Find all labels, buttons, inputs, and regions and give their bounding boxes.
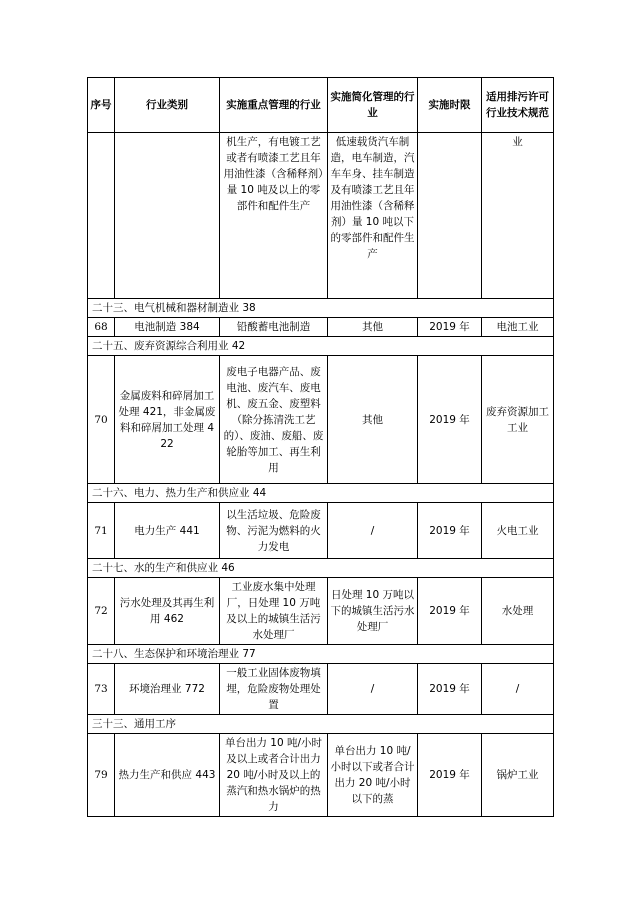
- cell-simple: 日处理 10 万吨以下的城镇生活污水处理厂: [328, 578, 418, 645]
- header-industry: 行业类别: [115, 78, 220, 133]
- cell-industry: 污水处理及其再生利用 462: [115, 578, 220, 645]
- cell-no: 71: [88, 503, 115, 559]
- header-time-limit: 实施时限: [418, 78, 482, 133]
- cell-time: 2019 年: [418, 318, 482, 337]
- table-row: [88, 734, 554, 817]
- cell-no: 72: [88, 578, 115, 645]
- category-row: 三十三、通用工序: [88, 715, 554, 734]
- header-tech-spec: 适用排污许可行业技术规范: [482, 78, 554, 133]
- category-row: 二十七、水的生产和供应业 46: [88, 559, 554, 578]
- cell-spec: 水处理: [482, 578, 554, 645]
- cell-spec: 锅炉工业: [482, 734, 554, 817]
- cell-spec: 火电工业: [482, 503, 554, 559]
- table-row: [88, 133, 554, 299]
- cell-simple: /: [328, 503, 418, 559]
- table-row: [88, 664, 554, 715]
- cell-industry: 电力生产 441: [115, 503, 220, 559]
- cell-key: 以生活垃圾、危险废物、污泥为燃料的火力发电: [220, 503, 328, 559]
- table-row: [88, 503, 554, 559]
- cell-simple: 其他: [328, 318, 418, 337]
- cell-time: 2019 年: [418, 664, 482, 715]
- cell-time: 2019 年: [418, 503, 482, 559]
- category-row: 二十八、生态保护和环境治理业 77: [88, 645, 554, 664]
- cell-spec: 业: [482, 133, 554, 299]
- cell-key: 机生产，有电镀工艺或者有喷漆工艺且年用油性漆（含稀释剂）量 10 吨及以上的零部件和配件生产: [220, 133, 328, 299]
- cell-key: 废电子电器产品、废电池、废汽车、废电机、废五金、废塑料（除分拣清洗工艺的）、废油、废船、废轮胎等加工、再生利用: [220, 356, 328, 484]
- cell-no: 68: [88, 318, 115, 337]
- cell-key: 铅酸蓄电池制造: [220, 318, 328, 337]
- cell-simple: /: [328, 664, 418, 715]
- cell-no: 79: [88, 734, 115, 817]
- cell-spec: 电池工业: [482, 318, 554, 337]
- table-row: [88, 356, 554, 484]
- header-no: 序号: [88, 78, 115, 133]
- category-row: 二十六、电力、热力生产和供应业 44: [88, 484, 554, 503]
- cell-industry: 环境治理业 772: [115, 664, 220, 715]
- cell-simple: 单台出力 10 吨/小时以下或者合计出力 20 吨/小时以下的蒸: [328, 734, 418, 817]
- cell-simple: 其他: [328, 356, 418, 484]
- cell-simple: 低速载货汽车制造，电车制造，汽车车身、挂车制造及有喷漆工艺且年用油性漆（含稀释剂）量 10 吨以下的零部件和配件生产: [328, 133, 418, 299]
- permit-table: [87, 77, 554, 817]
- header-row: [88, 78, 554, 133]
- cell-industry: 热力生产和供应 443: [115, 734, 220, 817]
- cell-no: 73: [88, 664, 115, 715]
- table-row: [88, 318, 554, 337]
- header-key-management: 实施重点管理的行业: [220, 78, 328, 133]
- cell-industry: 金属废料和碎屑加工处理 421，非金属废料和碎屑加工处理 422: [115, 356, 220, 484]
- cell-spec: /: [482, 664, 554, 715]
- cell-key: 工业废水集中处理厂，日处理 10 万吨及以上的城镇生活污水处理厂: [220, 578, 328, 645]
- table-row: [88, 578, 554, 645]
- cell-spec: 废弃资源加工工业: [482, 356, 554, 484]
- cell-key: 一般工业固体废物填埋，危险废物处理处置: [220, 664, 328, 715]
- category-row: 二十五、废弃资源综合利用业 42: [88, 337, 554, 356]
- category-row: 二十三、电气机械和器材制造业 38: [88, 299, 554, 318]
- cell-industry: 电池制造 384: [115, 318, 220, 337]
- cell-time: 2019 年: [418, 578, 482, 645]
- cell-time: 2019 年: [418, 734, 482, 817]
- header-simple-management: 实施简化管理的行业: [328, 78, 418, 133]
- cell-no: 70: [88, 356, 115, 484]
- cell-key: 单台出力 10 吨/小时及以上或者合计出力 20 吨/小时及以上的蒸汽和热水锅炉的热力: [220, 734, 328, 817]
- cell-time: 2019 年: [418, 356, 482, 484]
